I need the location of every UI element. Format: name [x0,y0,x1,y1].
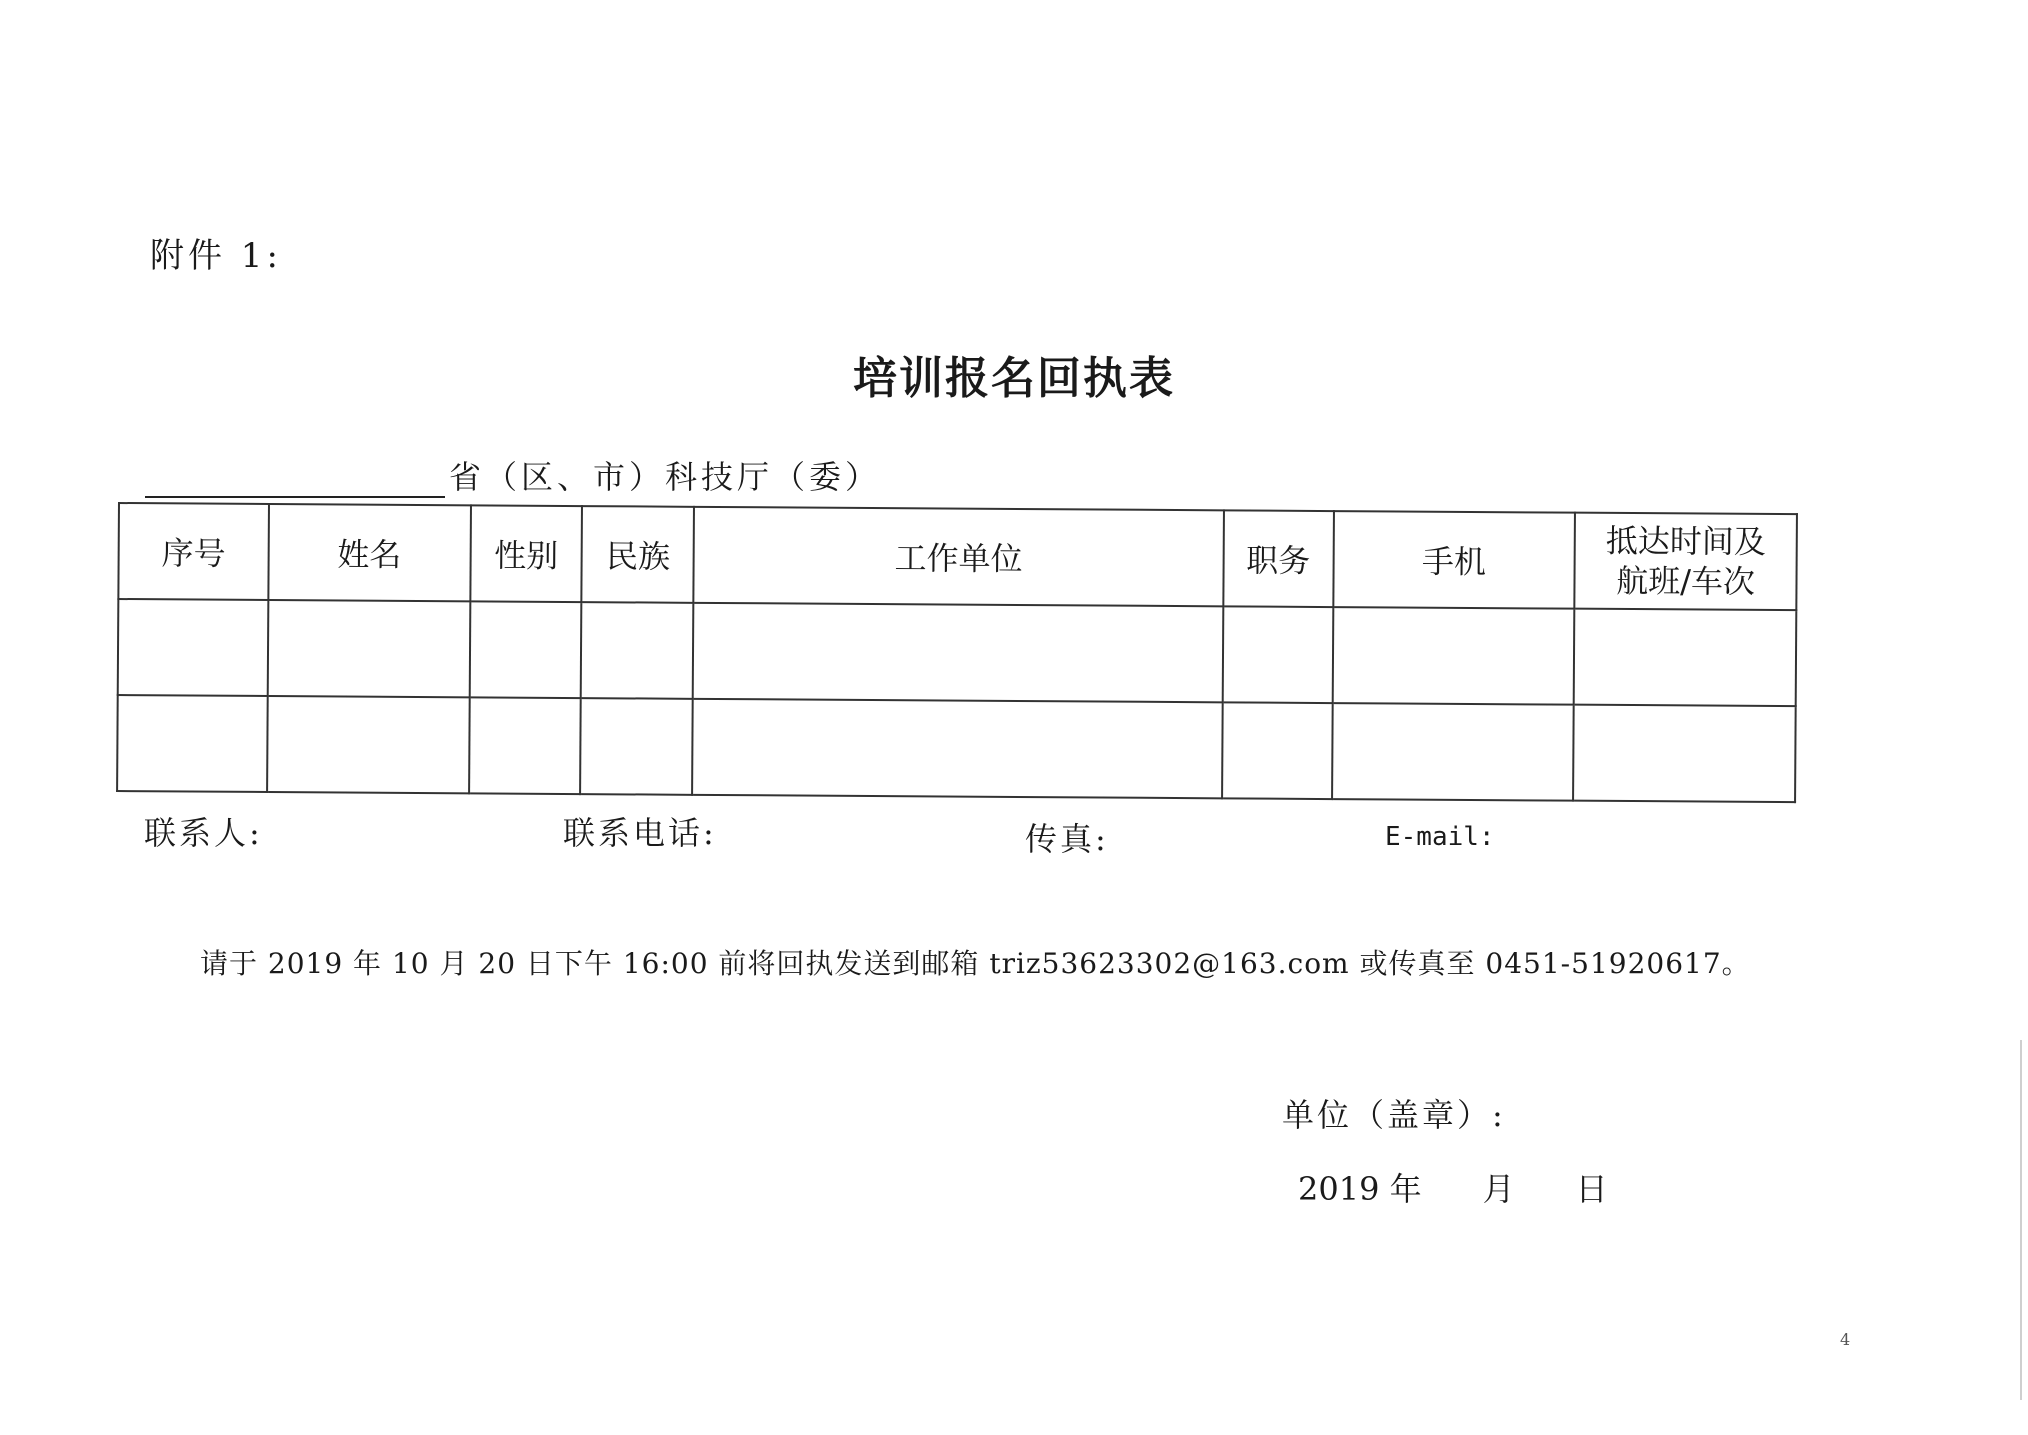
page-number: 4 [1840,1330,1851,1349]
cell-serial-number[interactable] [117,695,267,792]
table-row [118,599,1797,706]
cell-name[interactable] [267,696,469,793]
cell-gender[interactable] [469,601,582,698]
header-mobile: 手机 [1333,511,1575,609]
attachment-label: 附件 1: [150,236,282,276]
cell-work-unit[interactable] [692,699,1222,799]
form-title: 培训报名回执表 [853,353,1175,404]
cell-gender[interactable] [469,697,582,794]
contact-phone-label: 联系电话: [563,814,717,852]
province-line [145,452,881,498]
registration-table [116,502,1798,803]
cell-position[interactable] [1222,702,1333,799]
email-label: E-mail: [1385,822,1495,852]
cell-arrival-time[interactable] [1574,609,1796,706]
cell-ethnicity[interactable] [581,602,694,699]
date-line: 2019 年 月 日 [1298,1170,1608,1208]
cell-mobile[interactable] [1332,703,1574,801]
cell-work-unit[interactable] [693,603,1223,703]
header-arrival-time: 抵达时间及 航班/车次 [1575,513,1797,610]
table-header-row [118,503,1797,610]
header-name: 姓名 [268,504,470,601]
cell-arrival-time[interactable] [1573,705,1795,802]
contact-person-label: 联系人: [144,814,263,852]
cell-position[interactable] [1222,606,1333,703]
header-position: 职务 [1223,510,1334,607]
scan-edge-shadow [2020,1040,2022,1400]
seal-label: 单位（盖章）: [1282,1096,1506,1134]
header-gender: 性别 [470,505,583,602]
header-serial-number: 序号 [118,503,268,600]
province-blank-field[interactable] [145,460,445,498]
header-ethnicity: 民族 [582,506,695,603]
province-line-suffix: 省（区、市）科技厅（委） [449,458,882,496]
cell-name[interactable] [268,600,470,697]
cell-mobile[interactable] [1332,607,1574,705]
submission-notice: 请于 2019 年 10 月 20 日下午 16:00 前将回执发送到邮箱 triz53623302@163.com 或传真至 0451-51920617。 [200,947,1751,980]
cell-serial-number[interactable] [118,599,268,696]
table-row [117,695,1796,802]
fax-label: 传真: [1025,820,1109,858]
header-work-unit: 工作单位 [694,507,1224,607]
cell-ethnicity[interactable] [581,698,694,795]
